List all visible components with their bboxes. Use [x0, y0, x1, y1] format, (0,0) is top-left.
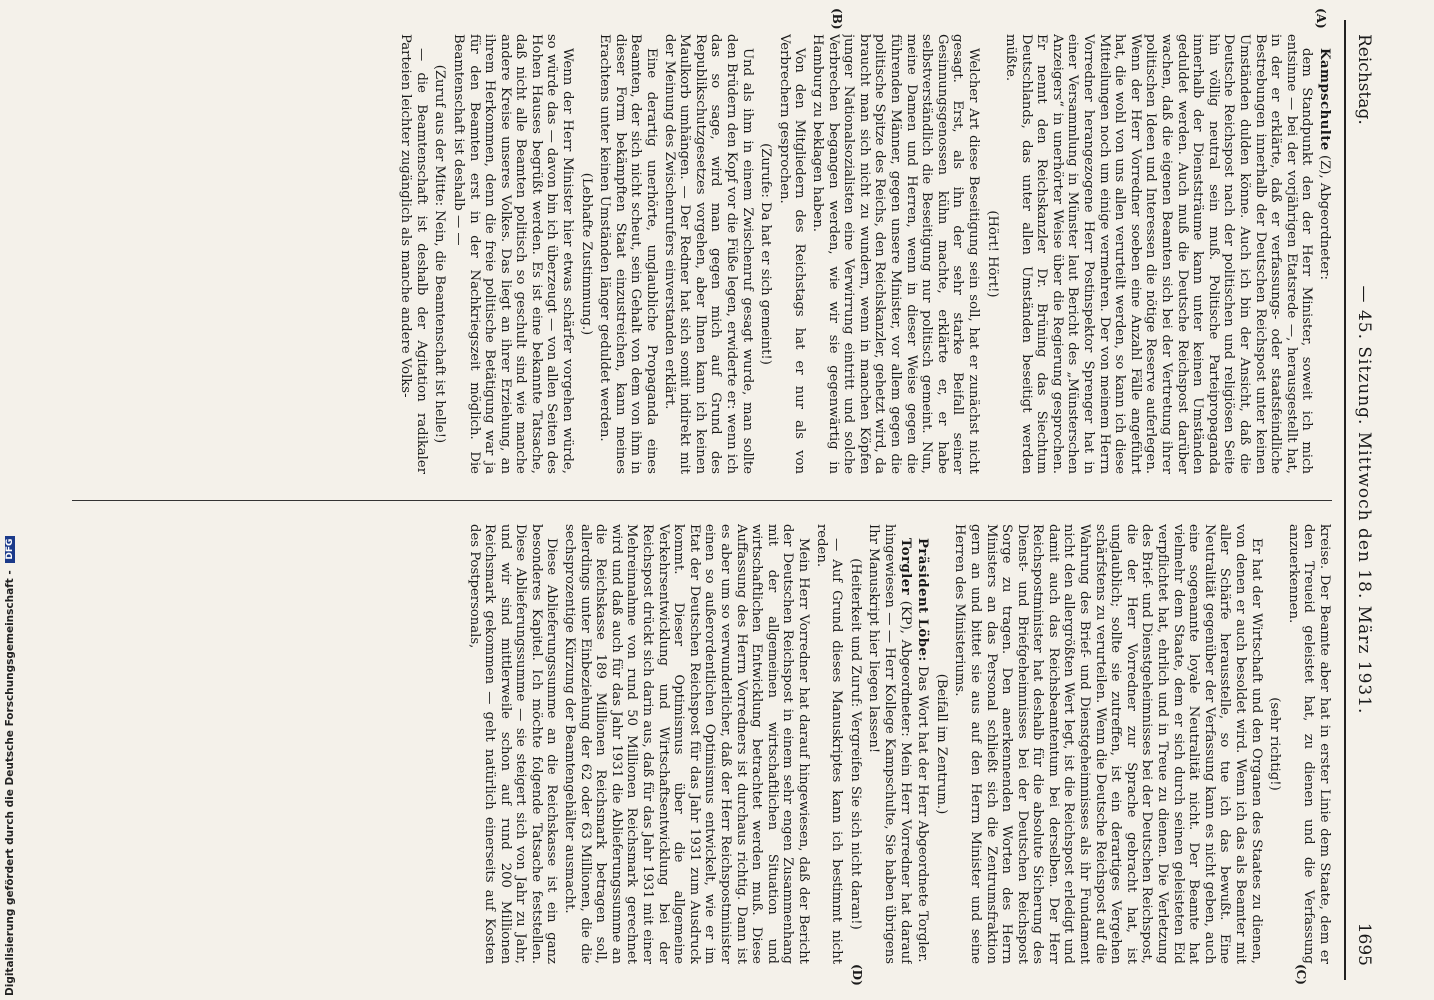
paragraph: Und als ihm in einem Zwischenruf gesagt wurde, man sollte den Brüdern den Kopf vor die Füße legen, erwiderte er: wenn ich das so sage, wird man gegen mich auf Grund des Republikschutzgesetzes vorgehen, aber Ihnen kann ich keinen Maulkorb umhängen. — Der Redner hat sich somit indirekt mit der Meinung des Zwischenrufers einverstanden erklärt. [661, 34, 755, 474]
speaker-paragraph [866, 524, 913, 964]
paragraph: Eine derartig unerhörte, unglaubliche Propaganda eines Beamten, der sich nicht scheut, sein Gehalt von dem von ihm in dieser Form bekämpften Staat einzustreichen, kann meines Erachtens unter keinen Umständen länger geduldet werden. [597, 34, 660, 474]
header-session: — 45. Sitzung. Mittwoch den 18. März 1931. [1354, 285, 1374, 715]
interjection [1267, 524, 1283, 964]
paragraph: Mein Herr Vorredner hat darauf hingewiesen, daß der Bericht der Deutschen Reichspost in einem sehr engen Zusammenhang mit der allgemeinen wirtschaftlichen Situation und wirtschaftlichen Entwicklung betrachtet werden muß. Diese Auffassung des Herrn Vorredners ist durchaus richtig. Dann ist es aber um so verwunderlicher, daß der Herr Reichspostminister einen so außerordentlichen Optimismus entwickelt, wie er im Etat der Deutschen Reichspost für das Jahr 1931 zum Ausdruck kommt. Dieser Optimismus über die allgemeine Verkehrsentwicklung und Wirtschaftsentwicklung bei der Reichspost drückt sich darin aus, daß für das Jahr 1931 mit einer Mehreinnahme von rund 50 Millionen Reichsmark gerechnet wird und daß auch für das Jahr 1931 die Ablieferungssumme an die Reichskasse 189 Millionen Reichsmark betragen soll, allerdings unter Einbeziehung der 62 oder 63 Millionen, die die sechsprozentige Kürzung der Beamtengehälter ausmacht. [562, 524, 811, 964]
header-title: Reichstag. [1354, 34, 1374, 125]
paragraph: Welcher Art diese Beseitigung sein soll, hat er zunächst nicht gesagt. Erst, als ihn der sehr starke Beifall seiner Gesinnungsgenossen kühn machte, erklärte er, er habe selbstverständlich die Beseitigung nur politisch gemeint. Nun, meine Damen und Herren, wenn in dieser Weise gegen die führenden Männer, gegen unsere Minister, vor allem gegen die politische Spitze des Reichs, den Reichskanzler, gehetzt wird, da braucht man sich nicht zu wundern, wenn in manchen Köpfen junger Nationalsozialisten eine Verwirrung eintritt und solche Verbrechen begangen werden, wie wir sie gegenwärtig in Hamburg zu beklagen haben. [810, 34, 981, 474]
speaker-name: Kampschulte [1317, 48, 1332, 151]
interjection-text: (Lebhafte Zustimmung.) [578, 172, 594, 336]
speaker-text: (KP), Abgeordneter: Mein Herr Vorredner hat darauf hingewiesen — — Herr Kollege Kampschulte, Sie haben übrigens Ihr Manuskript hier liegen lassen! [866, 524, 913, 964]
left-column [62, 34, 1332, 474]
speaker-text: Das Wort hat der Herr Abgeordnete Torgler. [915, 661, 931, 963]
interjection [984, 34, 1000, 474]
paragraph: Von den Mitgliedern des Reichstags hat er nur als von Verbrechern gesprochen. [776, 34, 808, 474]
interjection-text: (Zurufe: Da hat er sich gemeint!) [758, 143, 774, 365]
speaker-name: Präsident Löbe: [915, 538, 931, 662]
margin-marker-c: (C) [1294, 964, 1308, 985]
margin-marker-d: (D) [850, 964, 864, 986]
speaker-name: Torgler [897, 538, 913, 596]
paragraph: Diese Ablieferungssumme an die Reichskasse ist ein ganz besonderes Kapitel. Ich möchte folgende Tatsache feststellen. Diese Ablieferungssumme — sie steigert sich von Jahr zu Jahr, und wir sind mittlerweile schon auf rund 200 Millionen Reichsmark gekommen — geht natürlich einerseits auf Kosten des Postpersonals, [466, 524, 560, 964]
speaker-text: (Z), Abgeordneter: [1317, 150, 1332, 280]
interjection [847, 524, 863, 964]
interjection [578, 34, 594, 474]
speaker-paragraph [915, 524, 931, 964]
interjection [432, 34, 448, 474]
interjection-text: (Beifall im Zentrum.) [933, 673, 949, 815]
right-column [62, 524, 1332, 964]
column-divider [72, 500, 1332, 501]
paragraph: Wenn der Herr Minister hier etwas schärfer vorgehen würde, so würde das — davon bin ich überzeugt — von allen Seiten des Hohen Hauses begrüßt werden. Es ist eine bekannte Tatsache, daß nicht alle Beamten politisch so geschult sind wie manche andere Kreise unseres Volkes. Das liegt an ihrer Erziehung, an ihrem Herkommen, denn die freie politische Betätigung war ja für den Beamten erst in der Nachkriegszeit möglich. Die Beamtenschaft ist deshalb — — [450, 34, 576, 474]
interjection-text: (Hört! Hört!) [984, 210, 1000, 298]
interjection [758, 34, 774, 474]
paragraph: dem Standpunkt den der Herr Minister, soweit ich mich entsinne — bei der vorjährigen Etatsrede —, herausgestellt hat, in der er erklärte, daß er verfassungs- oder staatsfeindliche Bestrebungen innerhalb der Deutschen Reichspost unter keinen Umständen dulden könne. Auch ich bin der Ansicht, daß die Deutsche Reichspost nach der politischen und religiösen Seite hin völlig neutral sein muß. Politische Parteipropaganda innerhalb der Dienststräume kann unter keinen Umständen geduldet werden. Auch muß die Deutsche Reichspost darüber wachen, daß die eigenen Beamten sich bei der Vertretung ihrer politischen Ideen und Interessen die nötige Reserve auferlegen. Wenn der Herr Vorredner soeben eine Anzahl Fälle angeführt hat, die wohl von uns allen verurteilt werden, so kann ich diese Mitteilungen noch um einige vermehren. Der von meinem Herrn Vorredner herangezogene Herr Postinspektor Sprenger hat in einer Versammlung in Münster laut Bericht des „Münsterschen Anzeigers“ in unerhörter Weise über die Regierung gesprochen. Er nennt den Reichskanzler Dr. Brüning das Siechtum Deutschlands, das unter allen Umständen beseitigt werden müßte. [1003, 34, 1315, 474]
margin-marker-b: (B) [830, 8, 844, 30]
paragraph: kreise. Der Beamte aber hat in erster Linie dem Staate, dem er den Treueid geleistet hat, zu dienen und die Verfassung anzuerkennen. [1285, 524, 1332, 964]
paragraph: — Auf Grund dieses Manuskriptes kann ich bestimmt nicht reden. [813, 524, 845, 964]
digitization-credit [4, 1, 18, 996]
page-header [1344, 20, 1380, 980]
paragraph: Er hat der Wirtschaft und den Organen des Staates zu dienen, von denen er auch besoldet wird. Wenn ich das als Beamter mit aller Schärfe herausstelle, so tue ich das bewußt. Eine Neutralität gegenüber der Verfassung kann es nicht geben, auch eine sogenannte loyale Neutralität nicht. Der Beamte hat vielmehr dem Staate, dem er sich durch seinen geleisteten Eid verpflichtet hat, ehrlich und in Treue zu dienen. Die Verletzung des Brief- und Dienstgeheimnisses bei der Deutschen Reichspost, die der Herr Vorredner zur Sprache gebracht hat, ist unglaublich; sollte sie zutreffen, ist ein derartiges Vergehen schärfstens zu verurteilen. Wenn die Deutsche Reichspost auf die Wahrung des Brief- und Dienstgeheimnisses als ihr Fundament nicht den allergrößten Wert legt, ist die Reichspost erledigt und damit auch das Reichsbeamtentum bei derselben. Der Herr Reichspostminister hat deshalb für die absolute Sicherung des Dienst- und Briefgeheimnisses bei der Deutschen Reichspost Sorge zu tragen. Den anerkennenden Worten des Herrn Ministers an das Personal schließt sich die Zentrumsfraktion gern an und bittet sie aus auf den Herrn Minister und seine Herren des Ministeriums. [952, 524, 1264, 964]
margin-marker-a: (A) [1314, 8, 1328, 29]
interjection [933, 524, 949, 964]
rotated-document [44, 8, 1384, 986]
interjection-text: (sehr richtig!) [1267, 697, 1283, 791]
interjection-text: (Zuruf aus der Mitte: Nein, die Beamtenschaft ist helle!) [432, 64, 448, 444]
paragraph: — die Beamtenschaft ist deshalb der Agitation radikaler Parteien leichter zugänglich als manche andere Volks- [398, 34, 429, 474]
page-number: 1695 [1354, 922, 1374, 966]
interjection-text: (Heiterkeit und Zuruf: Vergreifen Sie sich nicht daran!) [847, 558, 863, 930]
credit-text: Digitalisierung gefördert durch die Deutsche Forschungsgemeinschaft - [4, 570, 16, 996]
speaker-paragraph [1316, 34, 1332, 474]
dfg-logo-icon: DFG [5, 536, 15, 563]
